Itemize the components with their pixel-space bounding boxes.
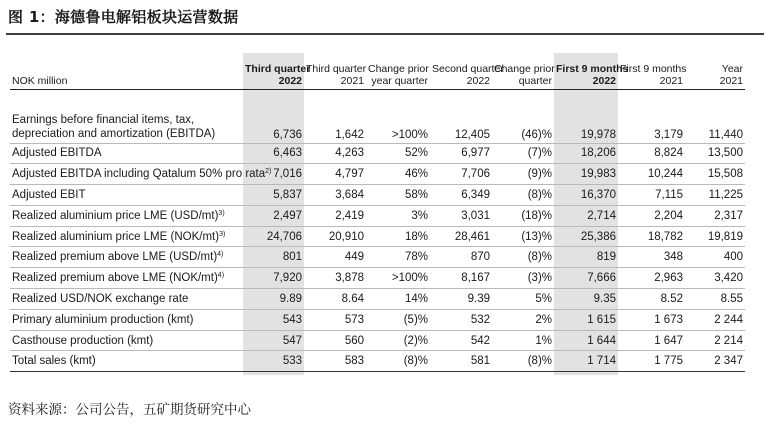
- value-cell: 7,706: [430, 164, 492, 185]
- value-cell: 8.64: [304, 289, 366, 310]
- value-cell: 2 244: [685, 309, 745, 330]
- column-header: [554, 53, 629, 89]
- value-cell: 4,797: [304, 164, 366, 185]
- column-header-line2: year quarter: [371, 74, 428, 87]
- row-label-cell: [10, 309, 243, 330]
- source-note: 资料来源：公司公告，五矿期货研究中心: [8, 402, 251, 418]
- title-divider: [6, 33, 764, 35]
- value-cell: 7,115: [618, 185, 685, 206]
- value-cell: 3,878: [304, 268, 366, 289]
- value-cell: 25,386: [554, 226, 618, 247]
- row-label-cell: [10, 289, 243, 310]
- value-cell: 400: [685, 247, 745, 268]
- row-label: Primary aluminium production (kmt): [12, 313, 194, 326]
- value-cell: 19,978: [554, 111, 618, 143]
- value-cell: 2 347: [685, 351, 745, 372]
- value-cell: 2,419: [304, 205, 366, 226]
- value-cell: 16,370: [554, 185, 618, 206]
- value-cell: 12,405: [430, 111, 492, 143]
- value-cell: 6,736: [243, 111, 304, 143]
- value-cell: 20,910: [304, 226, 366, 247]
- column-header: [492, 53, 554, 89]
- value-cell: 18,782: [618, 226, 685, 247]
- column-header-line2: 2021: [719, 74, 743, 87]
- row-label-cell: [10, 330, 243, 351]
- column-header-line1: First 9 months: [556, 62, 629, 75]
- table-row: [10, 268, 745, 289]
- value-cell: 533: [243, 351, 304, 372]
- column-header-line1: Third quarter: [306, 62, 367, 75]
- value-cell: 870: [430, 247, 492, 268]
- table-row: [10, 309, 745, 330]
- value-cell: 1,642: [304, 111, 366, 143]
- value-cell: 581: [430, 351, 492, 372]
- column-header-line2: quarter: [518, 74, 552, 87]
- value-cell: 7,666: [554, 268, 618, 289]
- value-cell: 2,497: [243, 205, 304, 226]
- value-cell: 28,461: [430, 226, 492, 247]
- value-cell: 2,204: [618, 205, 685, 226]
- value-cell: 58%: [366, 185, 430, 206]
- value-cell: (8)%: [492, 185, 554, 206]
- value-cell: (46)%: [492, 111, 554, 143]
- footnote-marker: 4): [217, 272, 225, 280]
- value-cell: 532: [430, 309, 492, 330]
- table-header-row: [10, 53, 745, 89]
- table-spacer-row: [10, 89, 745, 111]
- row-label-cell: [10, 143, 243, 164]
- column-header-line2: 2022: [278, 74, 302, 87]
- column-header: [304, 53, 366, 89]
- value-cell: 583: [304, 351, 366, 372]
- row-label-cell: [10, 247, 243, 268]
- figure-title: 图 1：海德鲁电解铝板块运营数据: [8, 8, 239, 26]
- column-header: [243, 53, 311, 89]
- column-header-line2: 2021: [659, 74, 683, 87]
- row-label-cell: [10, 111, 243, 143]
- value-cell: 1%: [492, 330, 554, 351]
- value-cell: 5%: [492, 289, 554, 310]
- table-row: [10, 289, 745, 310]
- value-cell: 6,349: [430, 185, 492, 206]
- column-header-line1: First 9 months: [620, 62, 687, 75]
- value-cell: 547: [243, 330, 304, 351]
- value-cell: (9)%: [492, 164, 554, 185]
- value-cell: 2,714: [554, 205, 618, 226]
- value-cell: (8)%: [492, 247, 554, 268]
- row-label-cell: [10, 226, 243, 247]
- value-cell: 3,684: [304, 185, 366, 206]
- column-header-line1: Year: [721, 62, 743, 75]
- value-cell: 1 644: [554, 330, 618, 351]
- row-label: Realized aluminium price LME (NOK/mt): [12, 230, 220, 243]
- table-row: [10, 330, 745, 351]
- value-cell: 19,983: [554, 164, 618, 185]
- table-row: [10, 351, 745, 372]
- row-label: Earnings before financial items, tax, depreciation and amortization (EBITDA): [12, 113, 216, 140]
- footnote-marker: 4): [217, 251, 224, 259]
- row-label: Adjusted EBITDA including Qatalum 50% pro rata: [12, 168, 266, 181]
- value-cell: 24,706: [243, 226, 304, 247]
- value-cell: (18)%: [492, 205, 554, 226]
- column-header-line1: Change prior: [494, 62, 555, 75]
- value-cell: 13,500: [685, 143, 745, 164]
- value-cell: >100%: [366, 111, 430, 143]
- row-label: Adjusted EBIT: [12, 188, 86, 201]
- value-cell: (8)%: [366, 351, 430, 372]
- row-label-cell: [10, 205, 243, 226]
- row-label: Realized USD/NOK exchange rate: [12, 292, 189, 305]
- table-row: [10, 185, 745, 206]
- value-cell: 1 673: [618, 309, 685, 330]
- column-header: [618, 53, 685, 89]
- value-cell: 78%: [366, 247, 430, 268]
- value-cell: 11,225: [685, 185, 745, 206]
- value-cell: 2,317: [685, 205, 745, 226]
- unit-label: NOK million: [10, 53, 243, 89]
- value-cell: 560: [304, 330, 366, 351]
- value-cell: 8.55: [685, 289, 745, 310]
- value-cell: 9.35: [554, 289, 618, 310]
- value-cell: 3,420: [685, 268, 745, 289]
- value-cell: 8,167: [430, 268, 492, 289]
- value-cell: 1 615: [554, 309, 618, 330]
- value-cell: 46%: [366, 164, 430, 185]
- value-cell: 15,508: [685, 164, 745, 185]
- value-cell: 819: [554, 247, 618, 268]
- table-row: [10, 205, 745, 226]
- column-header: [366, 53, 430, 89]
- row-label-cell: [10, 351, 243, 372]
- value-cell: (13)%: [492, 226, 554, 247]
- operating-data-table: [10, 53, 745, 372]
- value-cell: 14%: [366, 289, 430, 310]
- value-cell: 543: [243, 309, 304, 330]
- value-cell: 3,031: [430, 205, 492, 226]
- value-cell: 9.89: [243, 289, 304, 310]
- table-row: [10, 143, 745, 164]
- value-cell: 18%: [366, 226, 430, 247]
- column-header-line1: Change prior: [368, 62, 429, 75]
- value-cell: 5,837: [243, 185, 304, 206]
- table-row: [10, 226, 745, 247]
- value-cell: 449: [304, 247, 366, 268]
- footnote-marker: 2): [265, 168, 272, 176]
- column-header-line2: 2022: [592, 74, 616, 87]
- value-cell: 573: [304, 309, 366, 330]
- value-cell: 801: [243, 247, 304, 268]
- row-label: Realized premium above LME (NOK/mt): [12, 272, 218, 285]
- row-label-cell: [10, 164, 272, 185]
- value-cell: 3%: [366, 205, 430, 226]
- value-cell: >100%: [366, 268, 430, 289]
- value-cell: 6,977: [430, 143, 492, 164]
- value-cell: 10,244: [618, 164, 685, 185]
- value-cell: 348: [618, 247, 685, 268]
- value-cell: 1 714: [554, 351, 618, 372]
- value-cell: 52%: [366, 143, 430, 164]
- column-header-line1: Second quarter: [432, 62, 504, 75]
- value-cell: 2%: [492, 309, 554, 330]
- row-label: Total sales (kmt): [12, 355, 96, 368]
- value-cell: 9.39: [430, 289, 492, 310]
- value-cell: 8,824: [618, 143, 685, 164]
- table-row: [10, 247, 745, 268]
- table-row: [10, 164, 745, 185]
- value-cell: 7,016: [243, 164, 304, 185]
- column-header-line2: 2021: [340, 74, 364, 87]
- value-cell: 7,920: [243, 268, 304, 289]
- table-row: [10, 111, 745, 143]
- row-label: Casthouse production (kmt): [12, 334, 154, 347]
- row-label: Realized premium above LME (USD/mt): [12, 251, 218, 264]
- column-header-line2: 2022: [466, 74, 490, 87]
- value-cell: 2 214: [685, 330, 745, 351]
- value-cell: 19,819: [685, 226, 745, 247]
- value-cell: (7)%: [492, 143, 554, 164]
- value-cell: 4,263: [304, 143, 366, 164]
- value-cell: 542: [430, 330, 492, 351]
- value-cell: 1 775: [618, 351, 685, 372]
- row-label: Realized aluminium price LME (USD/mt): [12, 209, 219, 222]
- row-label-cell: [10, 268, 243, 289]
- value-cell: (3)%: [492, 268, 554, 289]
- footnote-marker: 3): [218, 209, 225, 217]
- value-cell: 11,440: [685, 111, 745, 143]
- column-header: [685, 53, 745, 89]
- value-cell: (2)%: [366, 330, 430, 351]
- row-label-cell: [10, 185, 243, 206]
- column-header-line1: Third quarter: [245, 62, 311, 75]
- value-cell: 18,206: [554, 143, 618, 164]
- value-cell: 3,179: [618, 111, 685, 143]
- column-header: [430, 53, 504, 89]
- value-cell: (8)%: [492, 351, 554, 372]
- footnote-marker: 3): [219, 230, 226, 238]
- value-cell: 6,463: [243, 143, 304, 164]
- value-cell: 2,963: [618, 268, 685, 289]
- row-label: Adjusted EBITDA: [12, 147, 102, 160]
- value-cell: (5)%: [366, 309, 430, 330]
- value-cell: 8.52: [618, 289, 685, 310]
- value-cell: 1 647: [618, 330, 685, 351]
